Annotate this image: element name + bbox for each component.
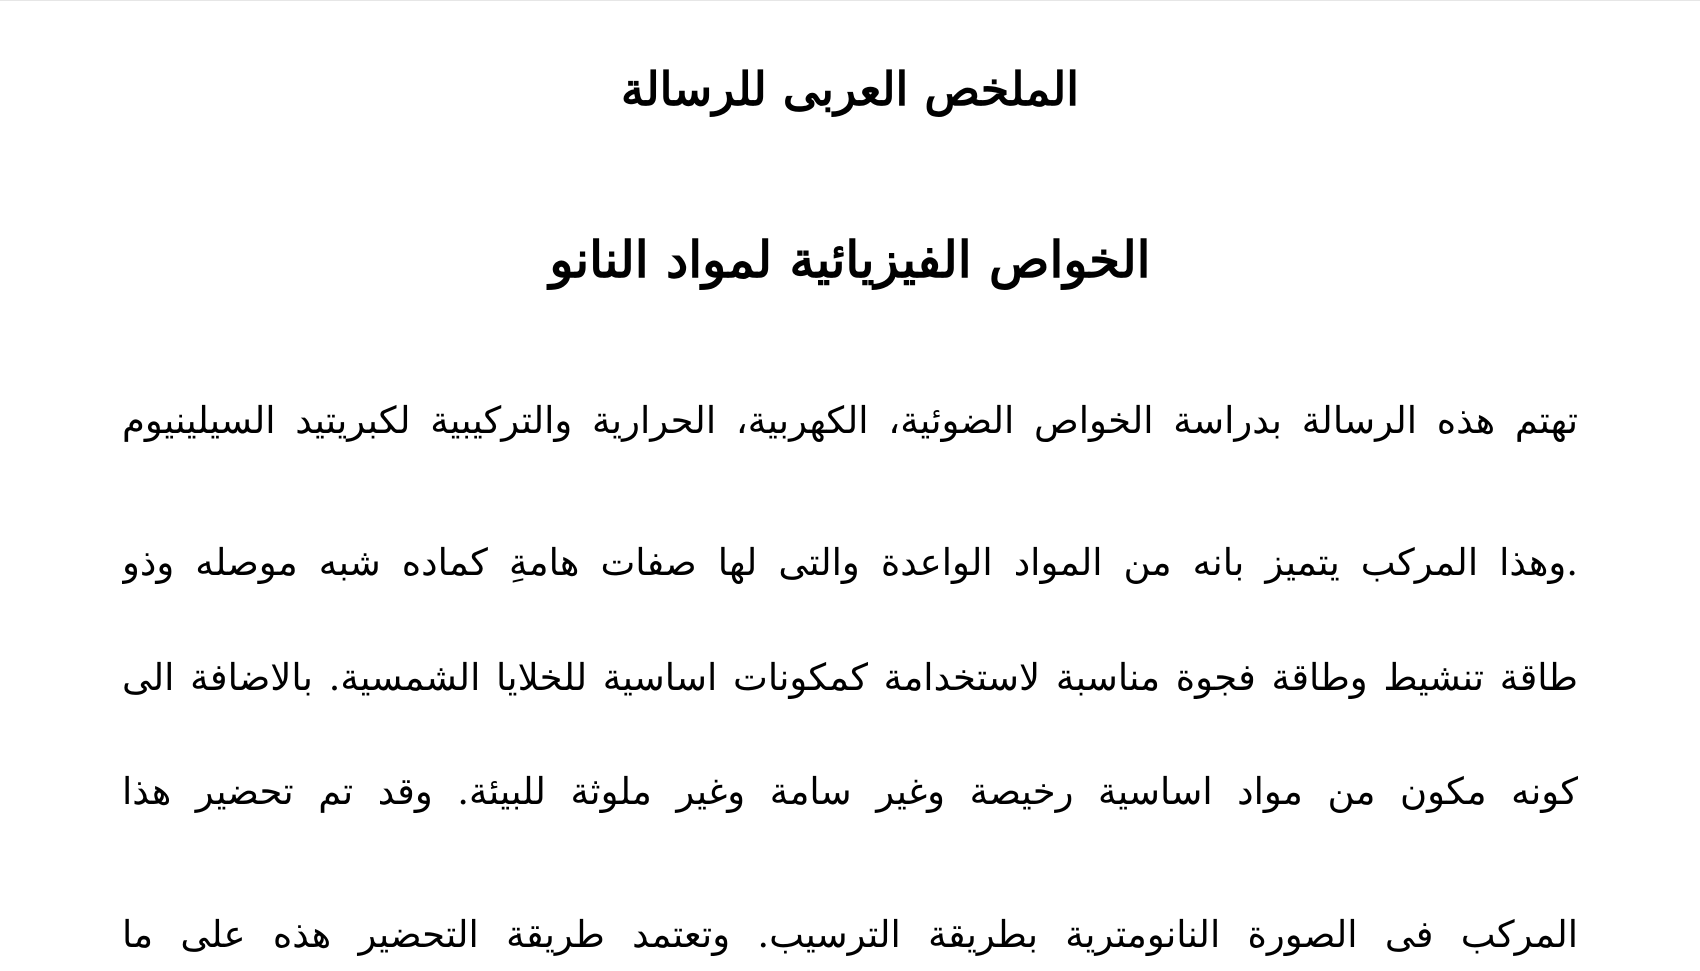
paragraph-line: كونه مكون من مواد اساسية رخيصة وغير سامة وغير ملوثة للبيئة. وقد تم تحضير هذا bbox=[122, 770, 1578, 813]
document-subtitle: الخواص الفيزيائية لمواد النانو bbox=[549, 230, 1151, 289]
paragraph-line: تهتم هذه الرسالة بدراسة الخواص الضوئية، الكهربية، الحرارية والتركيبية لكبريتيد السيلينيوم bbox=[122, 399, 1578, 442]
paragraph-line: المركب فى الصورة النانومترية بطريقة الترسيب. وتعتمد طريقة التحضير هذه على ما bbox=[122, 913, 1578, 956]
document-title: الملخص العربى للرسالة bbox=[620, 62, 1080, 116]
paragraph-line: طاقة تنشيط وطاقة فجوة مناسبة لاستخدامة كمكونات اساسية للخلايا الشمسية. بالاضافة الى bbox=[122, 656, 1578, 699]
paragraph-line: .وهذا المركب يتميز بانه من المواد الواعدة والتى لها صفات هامةِ كماده شبه موصله وذو bbox=[122, 541, 1578, 584]
